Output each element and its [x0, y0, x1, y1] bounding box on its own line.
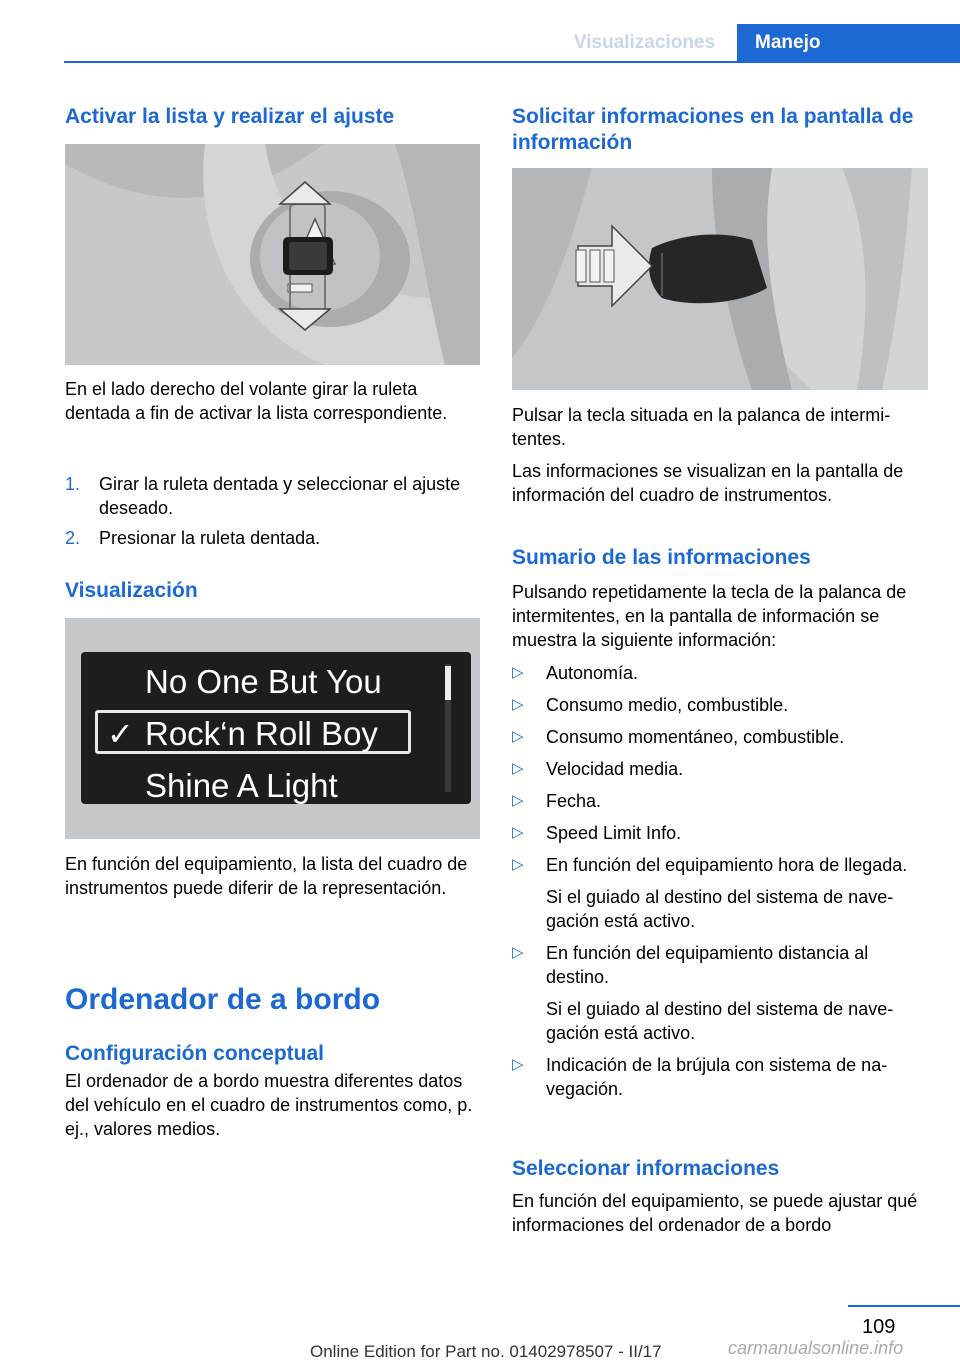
turn-signal-lever-image	[512, 168, 928, 390]
steering-wheel-thumbwheel-image	[65, 144, 480, 365]
triangle-bullet-icon: ▷	[512, 760, 524, 777]
triangle-bullet-icon: ▷	[512, 728, 524, 745]
footer-rule	[848, 1305, 960, 1307]
paragraph-seleccionar: En función del equipamiento, se puede ajustar qué informaciones del ordenador de a bordo	[512, 1191, 918, 1235]
paragraph-solicitar-2: Las informaciones se visualizan en la pantalla de información del cuadro de instrumentos.	[512, 461, 904, 505]
page-number: 109	[862, 1316, 896, 1338]
list-item	[512, 693, 928, 717]
list-item-text: Indicación de la brújula con sistema de navegación.	[546, 1055, 888, 1099]
list-item-text	[546, 941, 926, 1045]
list-item-main: En función del equipamiento hora de llegada.	[546, 855, 908, 875]
heading-ordenador-de-a-bordo: Ordenador de a bordo	[65, 983, 381, 1016]
list-item-main: En función del equipamiento distancia al destino.	[546, 943, 869, 987]
list-item	[512, 1053, 928, 1101]
check-icon: ✓	[107, 716, 134, 752]
step-text: Presionar la ruleta dentada.	[99, 528, 321, 548]
list-item	[65, 472, 481, 520]
list-item-text	[546, 853, 926, 933]
information-bullet-list	[512, 661, 928, 1101]
display-screen	[81, 652, 471, 804]
list-item	[512, 821, 928, 845]
paragraph-solicitar-1: Pulsar la tecla situada en la palanca de intermitentes.	[512, 405, 891, 449]
list-item-text: Speed Limit Info.	[546, 823, 682, 843]
list-item	[512, 725, 928, 749]
list-item	[512, 789, 928, 813]
tab-manejo[interactable]: Manejo	[737, 24, 960, 62]
instrument-display-list-image	[65, 618, 480, 839]
steps-list	[65, 472, 481, 550]
list-item-text: Fecha.	[546, 791, 602, 811]
heading-configuracion-conceptual: Configuración conceptual	[65, 1042, 325, 1065]
triangle-bullet-icon: ▷	[512, 1056, 524, 1073]
list-item	[512, 941, 928, 1045]
heading-visualizacion: Visualización	[65, 579, 198, 602]
watermark-text: carmanualsonline.info	[728, 1338, 904, 1358]
display-scrollbar-thumb	[445, 666, 451, 700]
list-item-note: Si el guiado al destino del sistema de navegación está activo.	[546, 887, 894, 931]
header-rule	[64, 61, 960, 63]
paragraph-activar: En el lado derecho del volante girar la ruleta dentada a fin de activar la lista correspondiente.	[65, 379, 448, 423]
triangle-bullet-icon: ▷	[512, 792, 524, 809]
edition-footer: Online Edition for Part no. 01402978507 - II/17	[310, 1342, 662, 1361]
list-item-text: Autonomía.	[546, 663, 639, 683]
list-item-text: Consumo medio, combustible.	[546, 695, 789, 715]
heading-activar-lista: Activar la lista y realizar el ajuste	[65, 105, 395, 128]
list-item	[65, 526, 481, 550]
heading-solicitar-informaciones: Solicitar informaciones en la pantalla de información	[512, 105, 914, 154]
list-item-text: Consumo momentáneo, combustible.	[546, 727, 845, 747]
list-item	[512, 757, 928, 781]
tab-visualizaciones[interactable]: Visualizaciones	[573, 32, 716, 53]
list-item	[512, 661, 928, 685]
list-item	[512, 853, 928, 933]
display-item: No One But You	[145, 663, 382, 700]
step-number: 2.	[65, 528, 81, 548]
display-item: Rock‘n Roll Boy	[145, 715, 378, 752]
list-item-note: Si el guiado al destino del sistema de navegación está activo.	[546, 999, 894, 1043]
triangle-bullet-icon: ▷	[512, 696, 524, 713]
triangle-bullet-icon: ▷	[512, 944, 524, 961]
heading-seleccionar: Seleccionar informaciones	[512, 1157, 780, 1180]
step-number: 1.	[65, 474, 81, 494]
paragraph-configuracion: El ordenador de a bordo muestra diferentes datos del vehículo en el cuadro de instrumentos como, p. ej., valores medios.	[65, 1071, 473, 1139]
list-item-text: Velocidad media.	[546, 759, 684, 779]
triangle-bullet-icon: ▷	[512, 664, 524, 681]
paragraph-visualizacion: En función del equipamiento, la lista del cuadro de instrumentos puede diferir de la representación.	[65, 854, 468, 898]
triangle-bullet-icon: ▷	[512, 824, 524, 841]
step-text: Girar la ruleta dentada y seleccionar el ajuste deseado.	[99, 474, 461, 518]
heading-sumario: Sumario de las informaciones	[512, 546, 811, 569]
triangle-bullet-icon: ▷	[512, 856, 524, 873]
paragraph-sumario: Pulsando repetidamente la tecla de la palanca de intermitentes, en la pantalla de información se muestra la siguiente información:	[512, 582, 907, 650]
display-item: Shine A Light	[145, 767, 338, 804]
